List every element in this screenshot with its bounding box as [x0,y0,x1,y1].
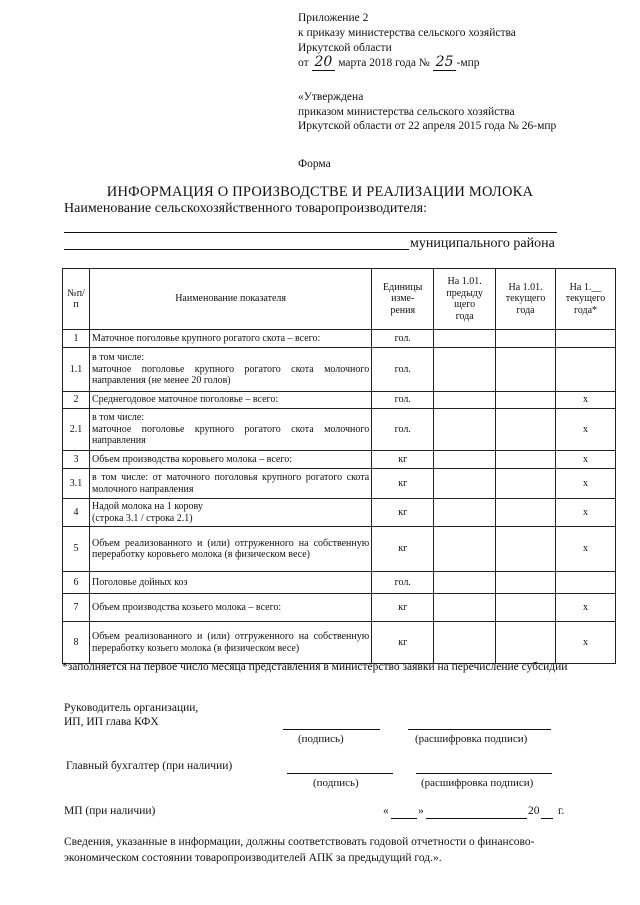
producer-name-line[interactable] [64,232,557,233]
accountant-signature-line[interactable] [287,773,393,774]
table-row [63,594,616,622]
row-unit: гол. [372,572,434,594]
row-unit: кг [372,594,434,622]
cell-curr-year[interactable] [496,499,556,527]
document-title: ИНФОРМАЦИЯ О ПРОИЗВОДСТВЕ И РЕАЛИЗАЦИИ МОЛОКА [106,184,534,200]
date-close-quote: » [418,805,424,817]
row-num: 6 [63,572,90,594]
order-suffix: -мпр [456,57,480,69]
cell-curr-year[interactable] [496,392,556,409]
row-unit: гол. [372,409,434,451]
row-indicator: Надой молока на 1 корову (строка 3.1 / строка 2.1) [89,499,371,527]
region-line: Иркутской области [298,42,392,54]
cell-curr-month[interactable]: х [556,409,616,451]
cell-prev-year[interactable] [434,451,496,469]
cell-prev-year[interactable] [434,527,496,572]
col-header-curr-year: На 1.01. текущего года [496,269,556,330]
cell-prev-year[interactable] [434,348,496,392]
date-year-suffix: г. [558,805,565,817]
cell-prev-year[interactable] [434,594,496,622]
order-line: к приказу министерства сельского хозяйства [298,27,516,39]
row-num: 1.1 [63,348,90,392]
cell-curr-month[interactable]: х [556,527,616,572]
head-label-line1: Руководитель организации, [64,702,199,714]
row-num: 4 [63,499,90,527]
row-num: 3 [63,451,90,469]
date-day-line[interactable] [391,818,417,819]
cell-curr-month[interactable]: х [556,451,616,469]
stamp-label: МП (при наличии) [64,805,156,817]
row-indicator: Объем реализованного и (или) отгруженного на собственную переработку коровьего молока (в физическом весе) [89,527,371,572]
col-header-indicator: Наименование показателя [89,269,371,330]
table-row [63,572,616,594]
row-indicator: Объем реализованного и (или) отгруженного на собственную переработку козьего молока (в физическом весе) [89,622,371,664]
cell-curr-year[interactable] [496,572,556,594]
cell-curr-year[interactable] [496,409,556,451]
row-unit: кг [372,527,434,572]
accountant-signature-caption: (подпись) [313,777,359,789]
date-year-prefix: 20 [528,805,540,817]
accountant-label: Главный бухгалтер (при наличии) [66,760,233,772]
cell-curr-month[interactable] [556,330,616,348]
row-num: 2 [63,392,90,409]
row-num: 1 [63,330,90,348]
row-indicator: в том числе: маточное поголовье крупного рогатого скота молочного направления (не менее 20 голов) [89,348,371,392]
footnote: *заполняется на первое число месяца представления в министерство заявки на перечисление субсидии [62,661,568,673]
col-header-curr-month: На 1.__ текущего года* [556,269,616,330]
approved-order-line: приказом министерства сельского хозяйства [298,106,515,118]
head-label-line2: ИП, ИП глава КФХ [64,716,159,728]
cell-curr-month[interactable] [556,572,616,594]
row-indicator: Поголовье дойных коз [89,572,371,594]
date-month-line[interactable] [426,818,527,819]
row-num: 3.1 [63,469,90,499]
order-number-handwritten: 25 [433,54,457,71]
col-header-unit: Единицы изме- рения [372,269,434,330]
row-indicator: Среднегодовое маточное поголовье – всего: [89,392,371,409]
row-indicator: в том числе: от маточного поголовья крупного рогатого скота молочного направления [89,469,371,499]
cell-curr-month[interactable]: х [556,622,616,664]
head-decoding-line[interactable] [408,729,551,730]
table-row [63,348,616,392]
date-open-quote: « [383,805,389,817]
row-unit: гол. [372,348,434,392]
appendix-label: Приложение 2 [298,12,369,24]
row-unit: гол. [372,330,434,348]
cell-curr-month[interactable]: х [556,499,616,527]
cell-prev-year[interactable] [434,499,496,527]
row-num: 2.1 [63,409,90,451]
order-date-line [298,55,480,71]
cell-curr-year[interactable] [496,451,556,469]
cell-curr-month[interactable]: х [556,469,616,499]
cell-curr-year[interactable] [496,469,556,499]
row-indicator: в том числе: маточное поголовье крупного рогатого скота молочного направления [89,409,371,451]
cell-curr-year[interactable] [496,594,556,622]
cell-prev-year[interactable] [434,572,496,594]
row-unit: кг [372,469,434,499]
table-row [63,469,616,499]
row-indicator: Маточное поголовье крупного рогатого скота – всего: [89,330,371,348]
row-indicator: Объем производства козьего молока – всего: [89,594,371,622]
row-num: 8 [63,622,90,664]
cell-curr-year[interactable] [496,348,556,392]
producer-label: Наименование сельскохозяйственного товаропроизводителя: [64,201,427,216]
cell-curr-month[interactable]: х [556,392,616,409]
accountant-decoding-caption: (расшифровка подписи) [421,777,534,789]
cell-prev-year[interactable] [434,622,496,664]
row-unit: гол. [372,392,434,409]
row-num: 7 [63,594,90,622]
municipality-name-line[interactable] [64,249,409,250]
head-signature-caption: (подпись) [298,733,344,745]
row-unit: кг [372,499,434,527]
row-unit: кг [372,451,434,469]
municipality-label: муниципального района [410,236,555,251]
date-year-line[interactable] [541,818,553,819]
table-row [63,392,616,409]
col-header-prev-year: На 1.01. предыду щего года [434,269,496,330]
head-decoding-caption: (расшифровка подписи) [415,733,528,745]
row-unit: кг [372,622,434,664]
cell-curr-month[interactable] [556,348,616,392]
cell-prev-year[interactable] [434,469,496,499]
closing-note-line1: Сведения, указанные в информации, должны соответствовать годовой отчетности о финансово- [64,836,535,848]
closing-note-line2: экономическом состоянии товаропроизводителей АПК за предыдущий год.». [64,852,442,864]
approved-region-line: Иркутской области от 22 апреля 2015 года № 26-мпр [298,120,557,132]
table-row [63,622,616,664]
form-label: Форма [298,158,331,170]
cell-prev-year[interactable] [434,330,496,348]
row-num: 5 [63,527,90,572]
head-signature-line[interactable] [283,729,380,730]
table-row [63,527,616,572]
table-row [63,330,616,348]
milk-info-table [62,268,616,664]
table-row [63,409,616,451]
row-indicator: Объем производства коровьего молока – всего: [89,451,371,469]
table-row [63,451,616,469]
approved-label: «Утверждена [298,91,364,103]
cell-curr-year[interactable] [496,330,556,348]
table-row [63,499,616,527]
cell-prev-year[interactable] [434,392,496,409]
col-header-num: №п/ п [63,269,90,330]
accountant-decoding-line[interactable] [416,773,552,774]
cell-curr-year[interactable] [496,527,556,572]
date-day-handwritten: 20 [312,54,336,71]
cell-curr-month[interactable]: х [556,594,616,622]
date-rest: марта 2018 года № [338,57,430,69]
date-prefix: от [298,57,309,69]
cell-curr-year[interactable] [496,622,556,664]
table-header-row [63,269,616,330]
cell-prev-year[interactable] [434,409,496,451]
